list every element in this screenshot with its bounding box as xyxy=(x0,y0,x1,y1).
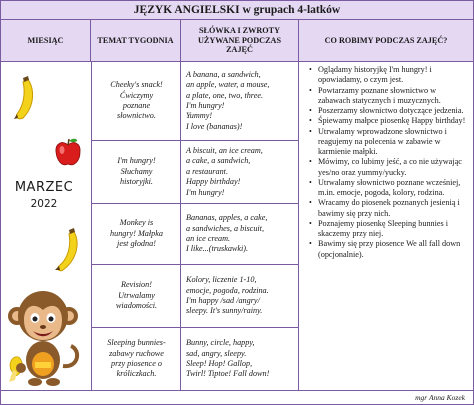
topic-line: Monkey is xyxy=(119,218,154,228)
topic-cell xyxy=(91,62,181,140)
topic-cell xyxy=(91,328,181,390)
topic-line: wiadomości. xyxy=(115,301,158,311)
table-row xyxy=(91,265,299,328)
phrases-cell xyxy=(181,328,299,390)
month-name: MARZEC xyxy=(14,180,74,195)
topic-line: Ćwiczymy xyxy=(119,90,154,100)
phrase-line: Kolory, liczenie 1-10, xyxy=(186,275,257,285)
goal-item: • Bawimy się przy piosence We all fall down (opcjonalnie). xyxy=(309,239,469,260)
goals-list xyxy=(309,65,469,260)
header-month: MIESIĄC xyxy=(1,20,91,62)
goals-column xyxy=(299,62,473,390)
goal-item: • Poznajemy piosenkę Sleeping bunnies i skaczemy przy niej. xyxy=(309,219,469,240)
topic-line: Słuchamy xyxy=(120,166,153,176)
author-signature: mgr Anna Kozek xyxy=(1,390,473,404)
topic-line: słownictwo. xyxy=(117,111,156,121)
phrase-line: I love (bananas)! xyxy=(186,121,243,131)
table-row xyxy=(91,204,299,265)
goal-item: • Utrwalamy słownictwo poznane wcześniej, m.in. emocje, pogoda, kolory, rodzina. xyxy=(309,178,469,199)
phrase-line: a cake, a sandwich, xyxy=(186,156,251,166)
phrase-line: sleepy. It's sunny/rainy. xyxy=(186,306,263,316)
topic-line: króliczkach. xyxy=(116,369,157,379)
table-row xyxy=(91,141,299,204)
phrase-line: I'm hungry! xyxy=(186,101,225,110)
phrase-line: a sandwiches, a biscuit, xyxy=(186,223,265,233)
phrase-line: Sleep! Hop! Gallop, xyxy=(186,359,253,368)
topic-line: Revision! xyxy=(121,280,152,290)
phrase-line: Yummy! xyxy=(186,111,213,121)
header-goals: CO ROBIMY PODCZAS ZAJĘĆ? xyxy=(299,20,473,62)
topic-line: przy piosence o xyxy=(111,359,162,368)
month-column xyxy=(1,62,92,390)
goal-item: • Powtarzamy poznane słownictwo w zabawach statycznych i muzycznych. xyxy=(309,86,469,107)
phrase-line: emocje, pogoda, rodzina. xyxy=(186,285,269,295)
phrases-cell xyxy=(181,141,299,203)
phrase-line: I'm happy /sad /angry/ xyxy=(186,296,260,305)
phrase-line: I like...(truskawki). xyxy=(186,244,249,254)
goal-item: • Mówimy, co lubimy jeść, a co nie używając yes/no oraz yummy/yucky. xyxy=(309,157,469,178)
banana-icon xyxy=(53,226,85,274)
header-topic: TEMAT TYGODNIA xyxy=(91,20,181,62)
topic-line: hungry! Małpka xyxy=(110,228,163,238)
topic-line: I'm hungry! xyxy=(117,156,156,166)
phrases-cell xyxy=(181,265,299,327)
phrase-line: an apple, water, a mouse, xyxy=(186,80,270,90)
phrase-line: Happy birthday! xyxy=(186,177,241,187)
topic-line: jest głodna! xyxy=(117,239,156,249)
table-title: JĘZYK ANGIELSKI w grupach 4-latków xyxy=(1,1,473,20)
month-year: 2022 xyxy=(30,198,58,210)
goal-item: • Wracamy do piosenek poznanych jesienią i bawimy się przy nich. xyxy=(309,198,469,219)
topic-cell xyxy=(91,265,181,327)
phrase-line: an ice cream. xyxy=(186,234,231,243)
topic-line: historyjki. xyxy=(120,177,153,187)
topic-line: Utrwalamy xyxy=(118,290,155,300)
monkey-icon xyxy=(7,286,85,386)
phrase-line: A biscuit, an ice cream, xyxy=(186,145,263,155)
table-row xyxy=(91,62,299,141)
goal-item: • Poszerzamy słownictwo dotyczące jedzenia. xyxy=(309,106,469,116)
topic-line: Cheeky's snack! xyxy=(110,80,163,90)
phrase-line: Bananas, apples, a cake, xyxy=(186,213,268,223)
phrase-line: Twirl! Tiptoe! Fall down! xyxy=(186,369,270,379)
goal-item: • Śpiewamy małpce piosenkę Happy birthday! xyxy=(309,116,469,126)
topic-line: Sleeping bunnies- xyxy=(107,338,166,348)
topic-cell xyxy=(91,141,181,203)
goal-item: • Utrwalamy wprowadzone słownictwo i reagujemy na polecenia w zabawie w karmienie małpki. xyxy=(309,127,469,158)
phrase-line: I'm hungry! xyxy=(186,187,225,197)
phrase-line: A banana, a sandwich, xyxy=(186,69,261,79)
banana-icon xyxy=(9,74,41,122)
phrase-line: a plate, one, two, three. xyxy=(186,90,264,100)
apple-icon xyxy=(53,136,83,168)
phrases-cell xyxy=(181,204,299,264)
topic-line: poznane xyxy=(122,101,151,110)
phrase-line: Bunny, circle, happy, xyxy=(186,338,255,348)
goal-item: • Oglądamy historyjkę I'm hungry! i opowiadamy, o czym jest. xyxy=(309,65,469,86)
phrase-line: sad, angry, sleepy. xyxy=(186,348,247,358)
header-phrases: SŁÓWKA I ZWROTY UŻYWANE PODCZAS ZAJĘĆ xyxy=(181,20,299,62)
table-row xyxy=(91,328,299,390)
phrases-cell xyxy=(181,62,299,140)
phrase-line: a restaurant. xyxy=(186,166,229,176)
topic-cell xyxy=(91,204,181,264)
topic-line: zabawy ruchowe xyxy=(109,348,164,358)
